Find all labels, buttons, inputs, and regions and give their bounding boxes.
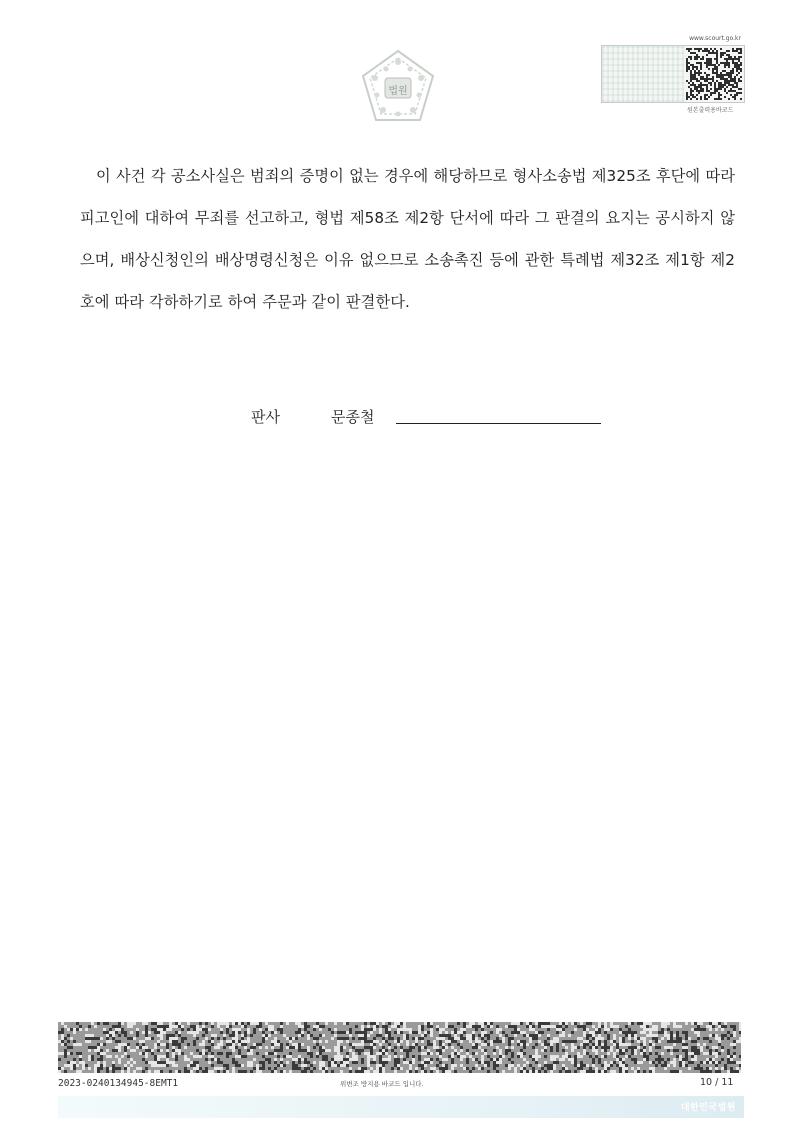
print-barcode bbox=[601, 45, 745, 103]
court-seal bbox=[359, 48, 437, 126]
qr-caption: 원본출력용바코드 bbox=[687, 107, 734, 114]
signature-row bbox=[0, 406, 796, 430]
qr-url-label: www.scourt.go.kr bbox=[689, 35, 741, 42]
judge-name: 문종철 bbox=[331, 408, 375, 426]
anti-forgery-barcode bbox=[58, 1022, 741, 1073]
seal-text: 법원 bbox=[388, 86, 408, 97]
barcode-note: 위변조 방지용 바코드 입니다. bbox=[340, 1080, 424, 1088]
document-id: 2023-0240134945-8EMT1 bbox=[58, 1078, 179, 1089]
judgment-paragraph: 이 사건 각 공소사실은 범죄의 증명이 없는 경우에 해당하므로 형사소송법 제325조 후단에 따라 피고인에 대하여 무죄를 선고하고, 형법 제58조 제2항 단서에 따라 그 판결의 요지는 공시하지 않으며, 배상신청인의 배상명령신청은 이유 없으므로 소송촉진 등에 관한 특례법 제32조 제1항 제2호에 따라 각하하기로 하여 주문과 같이 판결한다. bbox=[80, 167, 735, 311]
barcode-light-pattern bbox=[602, 46, 684, 102]
qr-code-icon bbox=[686, 48, 742, 100]
page-number: 10 / 11 bbox=[700, 1077, 734, 1088]
bottom-band bbox=[58, 1096, 744, 1118]
issuer-logo: 대한민국법원 bbox=[680, 1103, 736, 1113]
signature-line bbox=[396, 423, 601, 424]
judge-title: 판사 bbox=[251, 408, 280, 426]
